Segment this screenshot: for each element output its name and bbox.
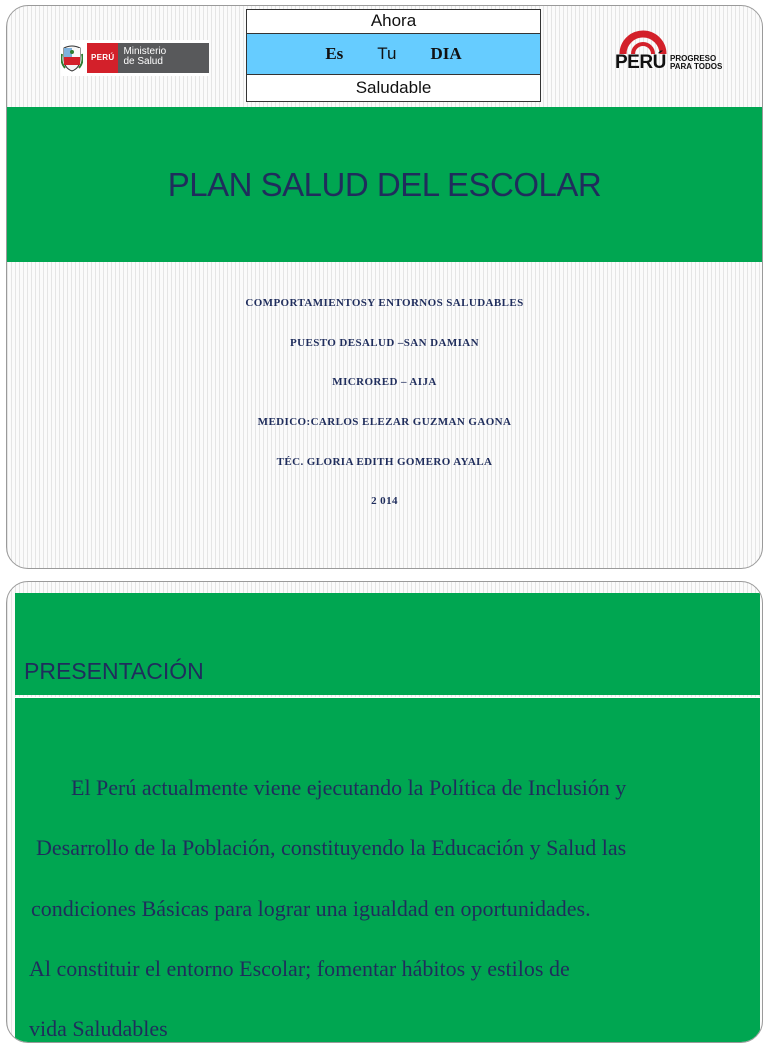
info-line-doctor: MEDICO:CARLOS ELEZAR GUZMAN GAONA: [257, 416, 512, 428]
body-line-3: condiciones Básicas para lograr una igualdad en oportunidades.: [31, 896, 591, 921]
tagline-word-tu: Tu: [377, 44, 397, 63]
tagline-top: Ahora: [370, 11, 417, 30]
slogan-line-2: PARA TODOS: [670, 62, 723, 71]
title-slide: [6, 5, 763, 569]
info-line-microred: MICRORED – AIJA: [332, 376, 437, 388]
info-line-topic: COMPORTAMIENTOSY ENTORNOS SALUDABLES: [245, 297, 524, 309]
tagline-word-dia: DIA: [430, 44, 462, 63]
tagline-bottom: Saludable: [355, 78, 432, 97]
page-title: PLAN SALUD DEL ESCOLAR: [167, 165, 602, 203]
ministerio-label: [118, 43, 209, 73]
peru-coat-of-arms-icon: [61, 44, 83, 72]
body-line-2: Desarrollo de la Población, constituyendo la Educación y Salud las: [36, 835, 627, 860]
tagline-box: [246, 9, 541, 102]
presentation-body: [15, 697, 760, 1043]
presentation-header: [15, 593, 760, 695]
body-line-1: El Perú actualmente viene ejecutando la Política de Inclusión y: [71, 775, 627, 800]
peru-slogan: [670, 55, 722, 71]
body-line-5: vida Saludables: [29, 1016, 168, 1041]
info-line-year: 2 014: [371, 495, 398, 507]
tagline-word-es: Es: [325, 44, 344, 63]
peru-wordmark: PERÚ: [615, 52, 666, 73]
peru-label: PERÚ: [87, 43, 118, 73]
presentation-heading: PRESENTACIÓN: [24, 658, 204, 684]
body-line-4: Al constituir el entorno Escolar; fomentar hábitos y estilos de: [29, 956, 570, 981]
slogan-line-1: PROGRESO: [670, 54, 717, 63]
title-band: [7, 107, 762, 262]
ministerio-line-2: de Salud: [123, 56, 163, 67]
ministerio-de-salud-logo: [61, 40, 209, 76]
presentation-slide: [6, 581, 763, 1043]
peru-progreso-logo: [613, 26, 725, 76]
info-line-health-post: PUESTO DESALUD –SAN DAMIAN: [290, 337, 479, 349]
info-line-technician: TÉC. GLORIA EDITH GOMERO AYALA: [276, 456, 493, 468]
ministerio-line-1: Ministerio: [123, 46, 167, 57]
tagline-middle: [247, 33, 540, 75]
